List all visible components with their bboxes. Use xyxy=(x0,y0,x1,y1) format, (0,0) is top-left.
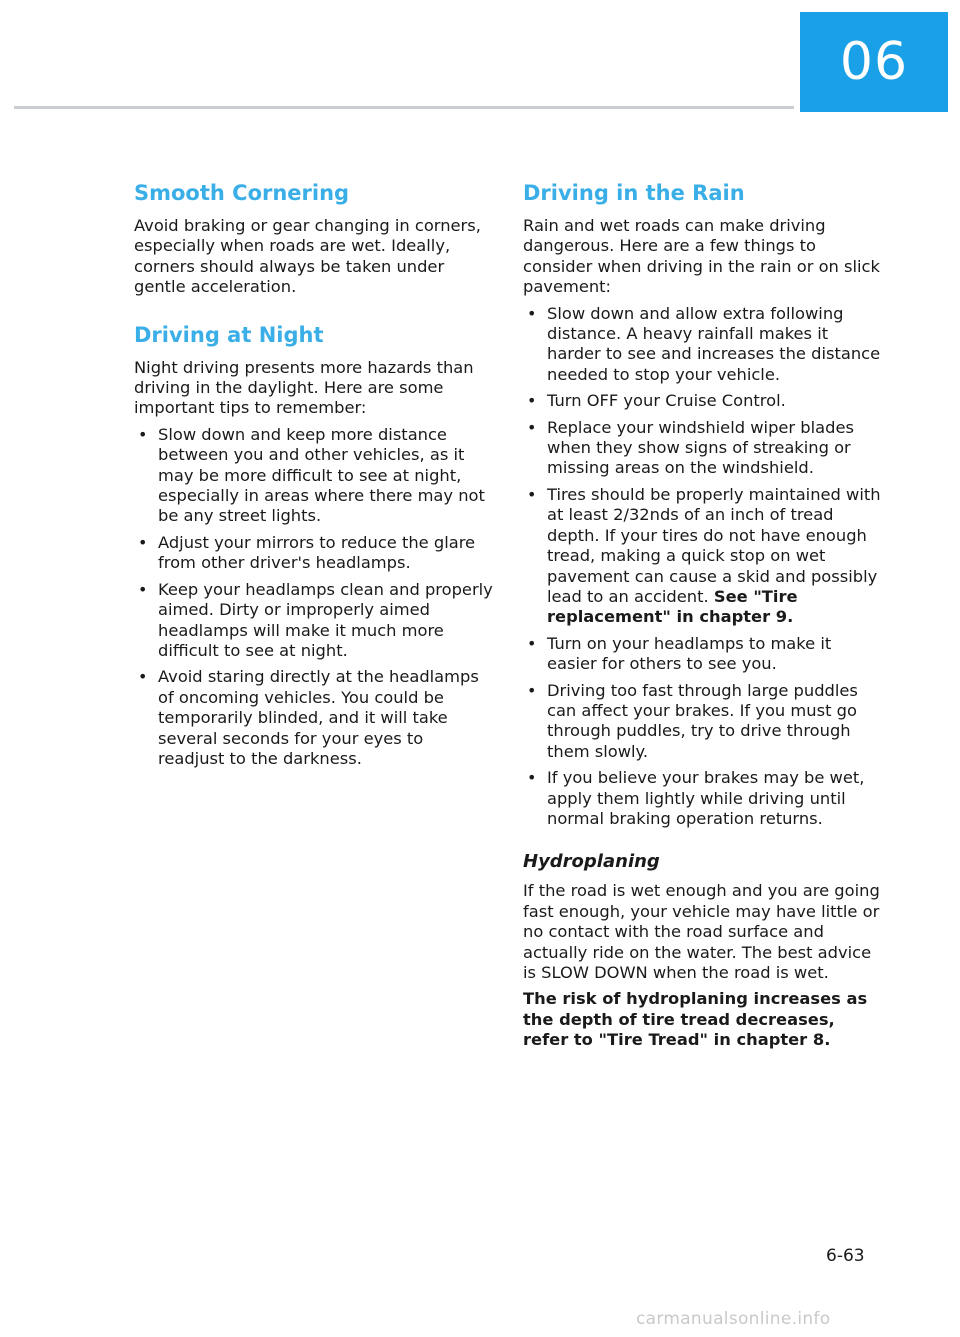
bullet-icon: • xyxy=(527,391,537,411)
list-item xyxy=(523,418,883,479)
night-tips-list xyxy=(134,425,494,770)
list-item xyxy=(134,667,494,769)
driving-in-rain-heading: Driving in the Rain xyxy=(523,181,745,205)
list-item xyxy=(523,391,883,411)
list-item xyxy=(523,768,883,829)
bullet-icon: • xyxy=(527,633,537,653)
right-column xyxy=(523,178,883,1057)
list-item-text: If you believe your brakes may be wet, apply them lightly while driving until normal braking operation returns. xyxy=(547,768,865,828)
list-item xyxy=(523,485,883,628)
rain-tips-list xyxy=(523,304,883,830)
list-item xyxy=(523,681,883,763)
left-column xyxy=(134,178,494,775)
smooth-cornering-body: Avoid braking or gear changing in corners, especially when roads are wet. Ideally, corners should always be taken under gentle acceleration. xyxy=(134,216,481,297)
bullet-icon: • xyxy=(138,667,148,687)
watermark: carmanualsonline.info xyxy=(636,1309,831,1329)
list-item-text: Adjust your mirrors to reduce the glare from other driver's headlamps. xyxy=(158,532,476,573)
driving-at-night-intro: Night driving presents more hazards than driving in the daylight. Here are some important tips to remember: xyxy=(134,357,474,418)
bullet-icon: • xyxy=(527,303,537,323)
bullet-icon: • xyxy=(527,680,537,700)
bullet-icon: • xyxy=(527,768,537,788)
smooth-cornering-heading: Smooth Cornering xyxy=(134,181,350,205)
hydroplaning-body: If the road is wet enough and you are going fast enough, your vehicle may have little or no contact with the road surface and actually ride on the water. The best advice is SLOW DOWN when the road is wet. xyxy=(523,881,880,982)
bullet-icon: • xyxy=(138,579,148,599)
list-item-text: Avoid staring directly at the headlamps of oncoming vehicles. You could be temporarily blinded, and it will take several seconds for your eyes to readjust to the darkness. xyxy=(158,667,479,768)
header-rule xyxy=(14,106,794,109)
hydroplaning-note: The risk of hydroplaning increases as the depth of tire tread decreases, refer to "Tire Tread" in chapter 8. xyxy=(523,989,868,1050)
list-item xyxy=(134,580,494,662)
list-item xyxy=(523,634,883,675)
driving-in-rain-intro: Rain and wet roads can make driving dangerous. Here are a few things to consider when driving in the rain or on slick pavement: xyxy=(523,216,880,297)
list-item-text: Tires should be properly maintained with at least 2/32nds of an inch of tread depth. If your tires do not have enough tread, making a quick stop on wet pavement can cause a skid and possibly lead to an accident. xyxy=(547,484,881,606)
list-item-text: Slow down and keep more distance between you and other vehicles, as it may be more difficult to see at night, especially in areas where there may not be any street lights. xyxy=(158,424,485,526)
list-item-text: Slow down and allow extra following distance. A heavy rainfall makes it harder to see and increases the distance needed to stop your vehicle. xyxy=(547,303,881,384)
list-item xyxy=(134,425,494,527)
bullet-icon: • xyxy=(138,424,148,444)
hydroplaning-heading: Hydroplaning xyxy=(523,851,660,873)
list-item xyxy=(134,533,494,574)
list-item xyxy=(523,304,883,386)
list-item-text: Driving too fast through large puddles can affect your brakes. If you must go through puddles, try to drive through them slowly. xyxy=(547,680,858,761)
list-item-text: Keep your headlamps clean and properly aimed. Dirty or improperly aimed headlamps will make it much more difficult to see at night. xyxy=(158,579,493,660)
bullet-icon: • xyxy=(138,532,148,552)
bullet-icon: • xyxy=(527,417,537,437)
driving-at-night-heading: Driving at Night xyxy=(134,322,324,347)
list-item-text: Turn OFF your Cruise Control. xyxy=(547,391,786,411)
bullet-icon: • xyxy=(527,484,537,504)
list-item-text: Replace your windshield wiper blades when they show signs of streaking or missing areas on the windshield. xyxy=(547,417,854,478)
chapter-tab: 06 xyxy=(800,12,948,112)
list-item-text: Turn on your headlamps to make it easier for others to see you. xyxy=(547,633,832,674)
page-number: 6-63 xyxy=(826,1246,865,1266)
tire-replacement-reference: See "Tire replacement" in chapter 9. xyxy=(547,586,798,627)
